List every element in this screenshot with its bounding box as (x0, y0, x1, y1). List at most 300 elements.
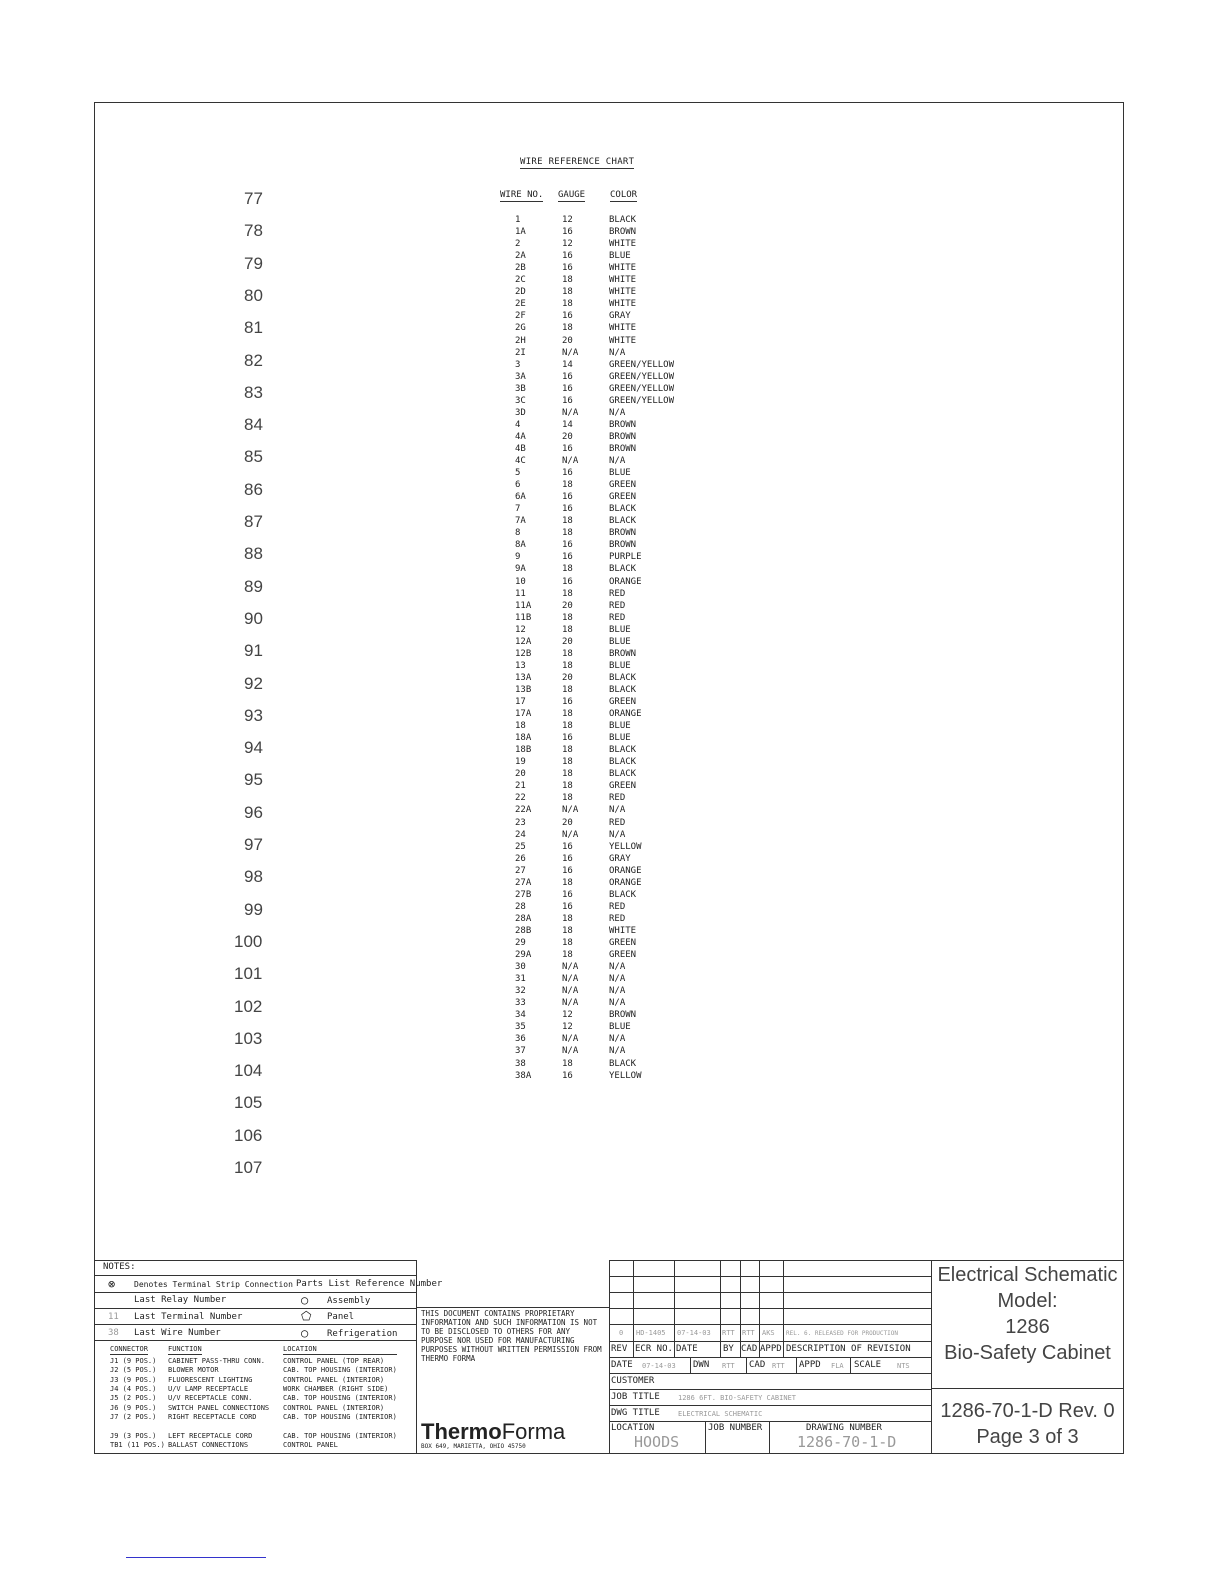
wire-color: BROWN (609, 1010, 637, 1021)
wire-color: WHITE (609, 239, 637, 250)
wire-number: 30 (515, 962, 526, 973)
wire-number: 19 (515, 757, 526, 768)
notes-title: NOTES: (103, 1262, 136, 1272)
wire-number: 20 (515, 769, 526, 780)
wire-color: GREEN/YELLOW (609, 359, 675, 370)
job-title-label: JOB TITLE (611, 1392, 660, 1402)
wire-number: 29A (515, 950, 532, 961)
wire-number: 13A (515, 672, 532, 683)
connector-id: TB1 (11 POS.) (110, 1441, 165, 1450)
wire-number: 2F (515, 311, 526, 322)
gauge-header: GAUGE (558, 190, 586, 200)
line-number: 96 (244, 802, 263, 822)
rev-by-value: RTT (722, 1329, 735, 1337)
wire-number: 18 (515, 721, 526, 732)
wire-number: 10 (515, 576, 526, 587)
wire-gauge: N/A (562, 407, 579, 418)
wire-color: ORANGE (609, 709, 642, 720)
connector-location: CAB. TOP HOUSING (INTERIOR) (283, 1394, 397, 1403)
wire-number: 11B (515, 612, 532, 623)
wire-number: 6 (515, 480, 521, 491)
wire-number: 6A (515, 492, 526, 503)
location-label: LOCATION (611, 1423, 655, 1433)
wire-number: 27A (515, 877, 532, 888)
line-number: 87 (244, 512, 263, 531)
drawing-number-label: DRAWING NUMBER (806, 1423, 882, 1433)
wire-color: GREEN/YELLOW (609, 383, 675, 394)
rev-appd-value: AKS (762, 1329, 775, 1337)
wire-gauge: 18 (562, 938, 573, 948)
wire-gauge: 16 (562, 492, 573, 503)
line-number: 77 (244, 189, 263, 208)
line-number: 83 (244, 382, 263, 402)
wire-color: GRAY (609, 853, 631, 864)
line-number: 94 (244, 738, 263, 758)
wire-color: N/A (609, 986, 626, 997)
connector-function: RIGHT RECEPTACLE CORD (168, 1412, 257, 1421)
wire-number: 8A (515, 540, 526, 551)
wire-gauge: 18 (562, 564, 573, 575)
wire-gauge: 18 (562, 648, 573, 659)
wire-color: BLACK (609, 215, 637, 225)
line-number: 95 (244, 770, 263, 790)
wire-gauge: 16 (562, 395, 573, 406)
wire-gauge: 18 (562, 913, 573, 924)
connector-location: CONTROL PANEL (INTERIOR) (283, 1403, 385, 1412)
wire-gauge: N/A (562, 998, 579, 1009)
job-number-label: JOB NUMBER (708, 1423, 763, 1433)
wire-number: 11A (515, 600, 532, 611)
wire-number: 38 (515, 1058, 526, 1069)
dwg-title-label: DWG TITLE (611, 1408, 660, 1418)
wire-number: 5 (515, 468, 521, 479)
drawing-title-line1: Electrical Schematic (937, 1264, 1118, 1286)
connector-id: J9 (3 POS.) (110, 1432, 157, 1441)
wire-gauge: 14 (562, 419, 573, 430)
wire-number: 3A (515, 371, 526, 382)
wire-gauge: 16 (562, 576, 573, 587)
wire-color: BLUE (609, 660, 631, 671)
wire-color: ORANGE (609, 865, 642, 876)
wire-color: BLACK (609, 516, 637, 527)
job-title-value: 1286 6FT. BIO-SAFETY CABINET (678, 1394, 797, 1402)
rev-cad-value: RTT (742, 1329, 755, 1337)
line-number: 85 (244, 447, 263, 467)
wire-color: N/A (609, 1046, 626, 1057)
legend-label: Last Wire Number (134, 1327, 221, 1338)
wire-gauge: 14 (562, 359, 573, 370)
line-number: 88 (244, 544, 263, 564)
wire-number: 1 (515, 215, 521, 225)
wire-gauge: 16 (562, 901, 573, 912)
scale-value: NTS (897, 1362, 910, 1370)
wire-gauge: 16 (562, 889, 573, 900)
legend-symbol: 38 (108, 1327, 119, 1338)
wire-color: WHITE (609, 335, 637, 346)
line-number: 105 (234, 1093, 263, 1113)
wire-number: 18B (515, 745, 532, 756)
wire-color: RED (609, 588, 626, 599)
wire-number: 8 (515, 528, 521, 539)
wire-number: 24 (515, 829, 526, 840)
wire-color: BLUE (609, 721, 631, 732)
legend-label: Last Terminal Number (134, 1311, 243, 1322)
wire-color: N/A (609, 805, 626, 816)
wire-number: 2H (515, 335, 526, 346)
wire-number: 1A (515, 227, 526, 238)
wire-gauge: 18 (562, 684, 573, 695)
wire-number: 26 (515, 853, 526, 864)
proprietary-notice: THIS DOCUMENT CONTAINS PROPRIETARY INFORMATION AND SUCH INFORMATION IS NOT TO BE DISCLOSED TO OTHERS FOR ANY PURPOSE NOR USED FOR MANUFACTURING PURPOSES WITHOUT WRITTEN PERMISSION FROM THERMO FORMA (421, 1309, 602, 1363)
wire-gauge: 18 (562, 287, 573, 298)
wire-color: BROWN (609, 528, 637, 539)
wire-gauge: 12 (562, 239, 573, 250)
line-number: 102 (234, 996, 263, 1016)
wire-number: 2D (515, 287, 526, 298)
legend-symbol: 11 (108, 1311, 119, 1322)
wire-number: 13 (515, 660, 526, 671)
wire-gauge: 18 (562, 299, 573, 310)
wire-color: N/A (609, 998, 626, 1009)
wire-color: BLUE (609, 733, 631, 744)
wire-number: 27B (515, 889, 532, 900)
connector-location: CAB. TOP HOUSING (INTERIOR) (283, 1366, 397, 1375)
wire-gauge: 16 (562, 504, 573, 515)
parts-symbol-icon: ○ (301, 1293, 309, 1307)
wire-gauge: 18 (562, 745, 573, 756)
wire-number: 25 (515, 841, 526, 852)
date-header: DATE (676, 1344, 698, 1354)
wire-color: WHITE (609, 925, 637, 936)
wire-color: BLACK (609, 769, 637, 780)
wire-gauge: 18 (562, 480, 573, 491)
wire-number: 12 (515, 624, 526, 635)
wire-gauge: 20 (562, 431, 573, 442)
line-number: 86 (244, 479, 263, 499)
scale-label: SCALE (854, 1360, 882, 1370)
wire-gauge: 18 (562, 950, 573, 961)
wire-color: WHITE (609, 299, 637, 310)
wire-number: 27 (515, 865, 526, 876)
wire-number: 32 (515, 986, 526, 997)
wire-number: 3D (515, 407, 526, 418)
wire-gauge: 16 (562, 540, 573, 551)
wire-gauge: 18 (562, 877, 573, 888)
wire-gauge: 18 (562, 516, 573, 527)
function-header: FUNCTION (168, 1345, 202, 1353)
wire-color: BLUE (609, 624, 631, 635)
connector-location: CAB. TOP HOUSING (INTERIOR) (283, 1412, 397, 1421)
wire-gauge: 20 (562, 335, 573, 346)
wire-gauge: N/A (562, 805, 579, 816)
wire-gauge: 16 (562, 263, 573, 274)
wire-number: 12B (515, 648, 532, 659)
wire-gauge: 16 (562, 841, 573, 852)
wire-color: RED (609, 817, 626, 828)
wire-color: BROWN (609, 431, 637, 442)
connector-id: J3 (9 POS.) (110, 1375, 157, 1384)
wire-color: BLACK (609, 757, 637, 768)
wire-color: RED (609, 913, 626, 924)
wire-color: ORANGE (609, 877, 642, 888)
wire-color: GREEN (609, 781, 637, 792)
wire-gauge: 18 (562, 757, 573, 768)
wire-number: 2I (515, 347, 526, 358)
wire-number: 18A (515, 733, 532, 744)
wire-gauge: 16 (562, 371, 573, 382)
line-number: 89 (244, 576, 263, 596)
drawing-title-line3: 1286 (1005, 1316, 1050, 1338)
date-label: DATE (611, 1360, 633, 1370)
wire-gauge: 16 (562, 853, 573, 864)
dwn-value: RTT (722, 1362, 735, 1370)
wire-number: 28A (515, 913, 532, 924)
wire-gauge: 20 (562, 672, 573, 683)
line-number: 106 (234, 1125, 263, 1145)
wire-gauge: 12 (562, 1010, 573, 1021)
legend-label: Denotes Terminal Strip Connection (134, 1280, 293, 1289)
wire-gauge: 16 (562, 733, 573, 744)
connector-location: CAB. TOP HOUSING (INTERIOR) (283, 1432, 397, 1441)
wire-gauge: 16 (562, 311, 573, 322)
wire-color: BLACK (609, 504, 637, 515)
wire-gauge: 12 (562, 1022, 573, 1033)
wire-number: 4A (515, 431, 526, 442)
wire-color: GREEN (609, 697, 637, 707)
wire-gauge: N/A (562, 1046, 579, 1057)
wire-number: 38A (515, 1070, 532, 1081)
line-number: 103 (234, 1028, 263, 1048)
wire-color: BROWN (609, 648, 637, 659)
wire-number: 13B (515, 684, 532, 695)
wire-color: WHITE (609, 275, 637, 286)
wire-color: BLACK (609, 889, 637, 900)
location-header: LOCATION (283, 1345, 397, 1355)
line-number: 80 (244, 285, 263, 305)
company-address: BOX 649, MARIETTA, OHIO 45750 (421, 1443, 526, 1450)
wire-gauge: 16 (562, 468, 573, 479)
line-number: 79 (244, 253, 263, 273)
wire-gauge: 16 (562, 251, 573, 262)
line-number: 90 (244, 608, 263, 628)
wire-number: 23 (515, 817, 526, 828)
connector-location: CONTROL PANEL (TOP REAR) (283, 1357, 385, 1365)
wire-color: RED (609, 793, 626, 804)
wire-number: 3B (515, 383, 526, 394)
rev-date-value: 07-14-03 (677, 1329, 711, 1337)
parts-label: Assembly (327, 1296, 371, 1306)
appd-label: APPD (799, 1360, 821, 1370)
rev-value: 0 (619, 1329, 624, 1337)
wire-number: 4B (515, 443, 526, 454)
wire-number: 2E (515, 299, 526, 310)
appd-value: FLA (831, 1362, 844, 1370)
wire-number: 11 (515, 588, 526, 599)
line-number: 78 (244, 221, 263, 241)
wire-gauge: 20 (562, 636, 573, 647)
cad-label: CAD (749, 1360, 766, 1370)
line-number: 84 (244, 415, 263, 435)
wire-gauge: 20 (562, 600, 573, 611)
wire-gauge: 18 (562, 624, 573, 635)
line-number: 91 (244, 641, 263, 661)
wire-gauge: 18 (562, 612, 573, 623)
wire-color: YELLOW (609, 841, 642, 852)
wire-color: BLUE (609, 468, 631, 479)
footer-rule (126, 1557, 266, 1558)
wire-number: 29 (515, 938, 526, 948)
wire-color: GREEN/YELLOW (609, 371, 675, 382)
wire-gauge: 18 (562, 275, 573, 286)
wire-gauge: 16 (562, 383, 573, 394)
connector-function: U/V RECEPTACLE CONN. (168, 1394, 253, 1403)
cad-header: CAD (741, 1344, 758, 1354)
connector-id: J7 (2 POS.) (110, 1412, 157, 1421)
wire-color: GREEN (609, 480, 637, 491)
appd-header: APPD (760, 1344, 782, 1354)
rev-desc-value: REL. 6. RELEASED FOR PRODUCTION (786, 1330, 898, 1337)
description-header: DESCRIPTION OF REVISION (786, 1344, 911, 1354)
wire-color: BROWN (609, 443, 637, 454)
wire-color: N/A (609, 347, 626, 358)
wire-number: 28B (515, 925, 532, 936)
connector-function: LEFT RECEPTACLE CORD (168, 1432, 253, 1441)
wire-gauge: 18 (562, 709, 573, 720)
connector-id: J5 (2 POS.) (110, 1394, 157, 1403)
wire-color: PURPLE (609, 552, 642, 563)
wire-gauge: N/A (562, 1034, 579, 1045)
line-number: 98 (244, 867, 263, 887)
wire-color: BLACK (609, 1058, 637, 1069)
wire-gauge: 18 (562, 925, 573, 936)
line-number: 92 (244, 673, 263, 693)
thermo-forma-logo: ThermoForma (421, 1419, 566, 1444)
wire-number: 37 (515, 1046, 526, 1057)
connector-function: SWITCH PANEL CONNECTIONS (168, 1403, 270, 1412)
wire-color: BLACK (609, 564, 637, 575)
drawing-title-line4: Bio-Safety Cabinet (944, 1342, 1111, 1364)
wire-color: WHITE (609, 287, 637, 298)
wire-number: 2B (515, 263, 526, 274)
connector-function: BLOWER MOTOR (168, 1366, 219, 1375)
wire-color: GREEN/YELLOW (609, 395, 675, 406)
wire-color: BROWN (609, 419, 637, 430)
wire-number: 3 (515, 359, 521, 370)
ecr-value: HD-1405 (636, 1329, 666, 1337)
dwn-label: DWN (693, 1360, 710, 1370)
wire-number: 12A (515, 636, 532, 647)
wire-color: BLACK (609, 684, 637, 695)
drawing-number-value: 1286-70-1-D (797, 1433, 897, 1451)
wire-color: BLACK (609, 745, 637, 756)
parts-label: Panel (327, 1312, 355, 1323)
wire-number: 17 (515, 697, 526, 707)
parts-label: Refrigeration (327, 1328, 398, 1339)
wire-gauge: N/A (562, 974, 579, 985)
wire-number: 3C (515, 395, 526, 406)
wire-number: 2G (515, 323, 526, 334)
connector-location: WORK CHAMBER (RIGHT SIDE) (283, 1384, 389, 1393)
wire-gauge: 18 (562, 660, 573, 671)
location-value: HOODS (634, 1433, 680, 1451)
wire-number: 9A (515, 564, 526, 575)
line-number: 99 (244, 899, 263, 919)
wire-color: N/A (609, 962, 626, 973)
wire-gauge: 12 (562, 215, 573, 225)
connector-id: J2 (5 POS.) (110, 1366, 157, 1375)
connector-location: CONTROL PANEL (283, 1441, 338, 1450)
connector-id: J4 (4 POS.) (110, 1384, 157, 1393)
wire-number: 2A (515, 251, 526, 262)
wire-color: GREEN (609, 938, 637, 948)
wire-color: YELLOW (609, 1070, 642, 1081)
wire-gauge: 16 (562, 1070, 573, 1081)
wire-color: N/A (609, 974, 626, 985)
customer-label: CUSTOMER (611, 1376, 655, 1386)
drawing-title-line2: Model: (997, 1290, 1058, 1312)
wire-number: 22A (515, 805, 532, 816)
wire-number: 28 (515, 901, 526, 912)
wire-color: BLACK (609, 672, 637, 683)
dwg-title-value: ELECTRICAL SCHEMATIC (678, 1410, 763, 1418)
wire-color: RED (609, 600, 626, 611)
page-number: Page 3 of 3 (976, 1426, 1079, 1448)
wire-number: 34 (515, 1010, 526, 1021)
line-number: 107 (234, 1158, 263, 1177)
line-number: 82 (244, 350, 263, 370)
line-number: 101 (234, 964, 263, 984)
ecr-header: ECR NO. (635, 1344, 673, 1354)
connector-id: J1 (9 POS.) (110, 1357, 157, 1365)
wire-color: N/A (609, 1034, 626, 1045)
wire-gauge: N/A (562, 986, 579, 997)
parts-list-title: Parts List Reference Number (296, 1279, 443, 1289)
connector-function: CABINET PASS-THRU CONN. (168, 1357, 265, 1365)
wire-number: 4C (515, 456, 526, 466)
wire-number: 2 (515, 239, 521, 250)
wire-color: RED (609, 612, 626, 623)
wire-gauge: 16 (562, 443, 573, 454)
line-number: 104 (234, 1061, 263, 1081)
wire-gauge: N/A (562, 347, 579, 358)
wire-gauge: 18 (562, 721, 573, 732)
wire-number: 2C (515, 275, 526, 286)
doc-number: 1286-70-1-D Rev. 0 (940, 1400, 1115, 1422)
line-number: 81 (244, 318, 263, 338)
wire-color: WHITE (609, 263, 637, 274)
date-value: 07-14-03 (642, 1362, 676, 1370)
wire-gauge: 18 (562, 793, 573, 804)
line-number: 97 (244, 835, 263, 854)
wire-number: 7A (515, 516, 526, 527)
wire-color: RED (609, 901, 626, 912)
wire-color: N/A (609, 456, 626, 466)
wire-color: GREEN (609, 950, 637, 961)
wire-number: 9 (515, 552, 521, 563)
wire-color: N/A (609, 829, 626, 840)
wire-number: 21 (515, 781, 526, 792)
parts-symbol-icon: ⬠ (301, 1309, 312, 1324)
wire-gauge: N/A (562, 829, 579, 840)
wire-gauge: 16 (562, 697, 573, 707)
wire-gauge: 16 (562, 552, 573, 563)
line-number: 100 (234, 931, 263, 951)
wire-color: BROWN (609, 540, 637, 551)
wire-color: BLUE (609, 636, 631, 647)
wire-number: 33 (515, 998, 526, 1009)
wire-gauge: 18 (562, 528, 573, 539)
wire-color: ORANGE (609, 576, 642, 587)
